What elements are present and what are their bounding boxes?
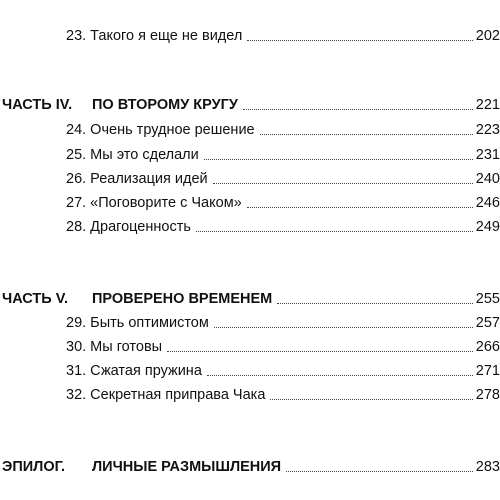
toc-chapter-row (0, 213, 500, 235)
part-title: ЛИЧНЫЕ РАЗМЫШЛЕНИЯ (92, 459, 282, 475)
toc-chapter-row (0, 116, 500, 138)
part-title: ПО ВТОРОМУ КРУГУ (92, 97, 238, 113)
page-number: 246 (475, 195, 500, 211)
page-number: 283 (475, 459, 500, 475)
page-number: 223 (475, 122, 500, 138)
toc-chapter-row (0, 22, 500, 44)
page-number: 249 (475, 219, 500, 235)
page-number: 266 (475, 339, 500, 355)
dot-leader (196, 231, 473, 232)
page-number: 278 (475, 387, 500, 403)
part-title: ПРОВЕРЕНО ВРЕМЕНЕМ (92, 291, 273, 307)
toc-chapter-row (0, 141, 500, 163)
toc-chapter-row (0, 357, 500, 379)
chapter-title: 25. Мы это сделали (66, 147, 199, 163)
part-label: ЧАСТЬ V. (2, 291, 69, 307)
page-number: 202 (475, 28, 500, 44)
toc-chapter-row (0, 309, 500, 331)
page-number: 257 (475, 315, 500, 331)
chapter-title: 29. Быть оптимистом (66, 315, 209, 331)
chapter-title: 26. Реализация идей (66, 171, 208, 187)
page-number: 240 (475, 171, 500, 187)
toc-chapter-row (0, 381, 500, 403)
toc-chapter-row (0, 165, 500, 187)
toc-chapter-row (0, 189, 500, 211)
chapter-title: 27. «Поговорите с Чаком» (66, 195, 242, 211)
dot-leader (286, 471, 473, 472)
dot-leader (207, 375, 473, 376)
dot-leader (167, 351, 473, 352)
part-label: ЧАСТЬ IV. (2, 97, 73, 113)
chapter-title: 24. Очень трудное решение (66, 122, 255, 138)
toc-part-row (0, 453, 500, 475)
toc-part-row (0, 91, 500, 113)
part-label: ЭПИЛОГ. (2, 459, 66, 475)
toc-chapter-row (0, 333, 500, 355)
chapter-title: 30. Мы готовы (66, 339, 163, 355)
toc-part-row (0, 285, 500, 307)
chapter-title: 23. Такого я еще не видел (66, 28, 243, 44)
dot-leader (260, 134, 473, 135)
dot-leader (270, 399, 472, 400)
dot-leader (277, 303, 473, 304)
page-number: 271 (475, 363, 500, 379)
chapter-title: 32. Секретная приправа Чака (66, 387, 266, 403)
dot-leader (247, 40, 472, 41)
page-number: 221 (475, 97, 500, 113)
page-number: 231 (475, 147, 500, 163)
chapter-title: 28. Драгоценность (66, 219, 191, 235)
dot-leader (214, 327, 473, 328)
dot-leader (213, 183, 473, 184)
page-number: 255 (475, 291, 500, 307)
dot-leader (243, 109, 473, 110)
dot-leader (247, 207, 473, 208)
chapter-title: 31. Сжатая пружина (66, 363, 202, 379)
dot-leader (204, 159, 473, 160)
